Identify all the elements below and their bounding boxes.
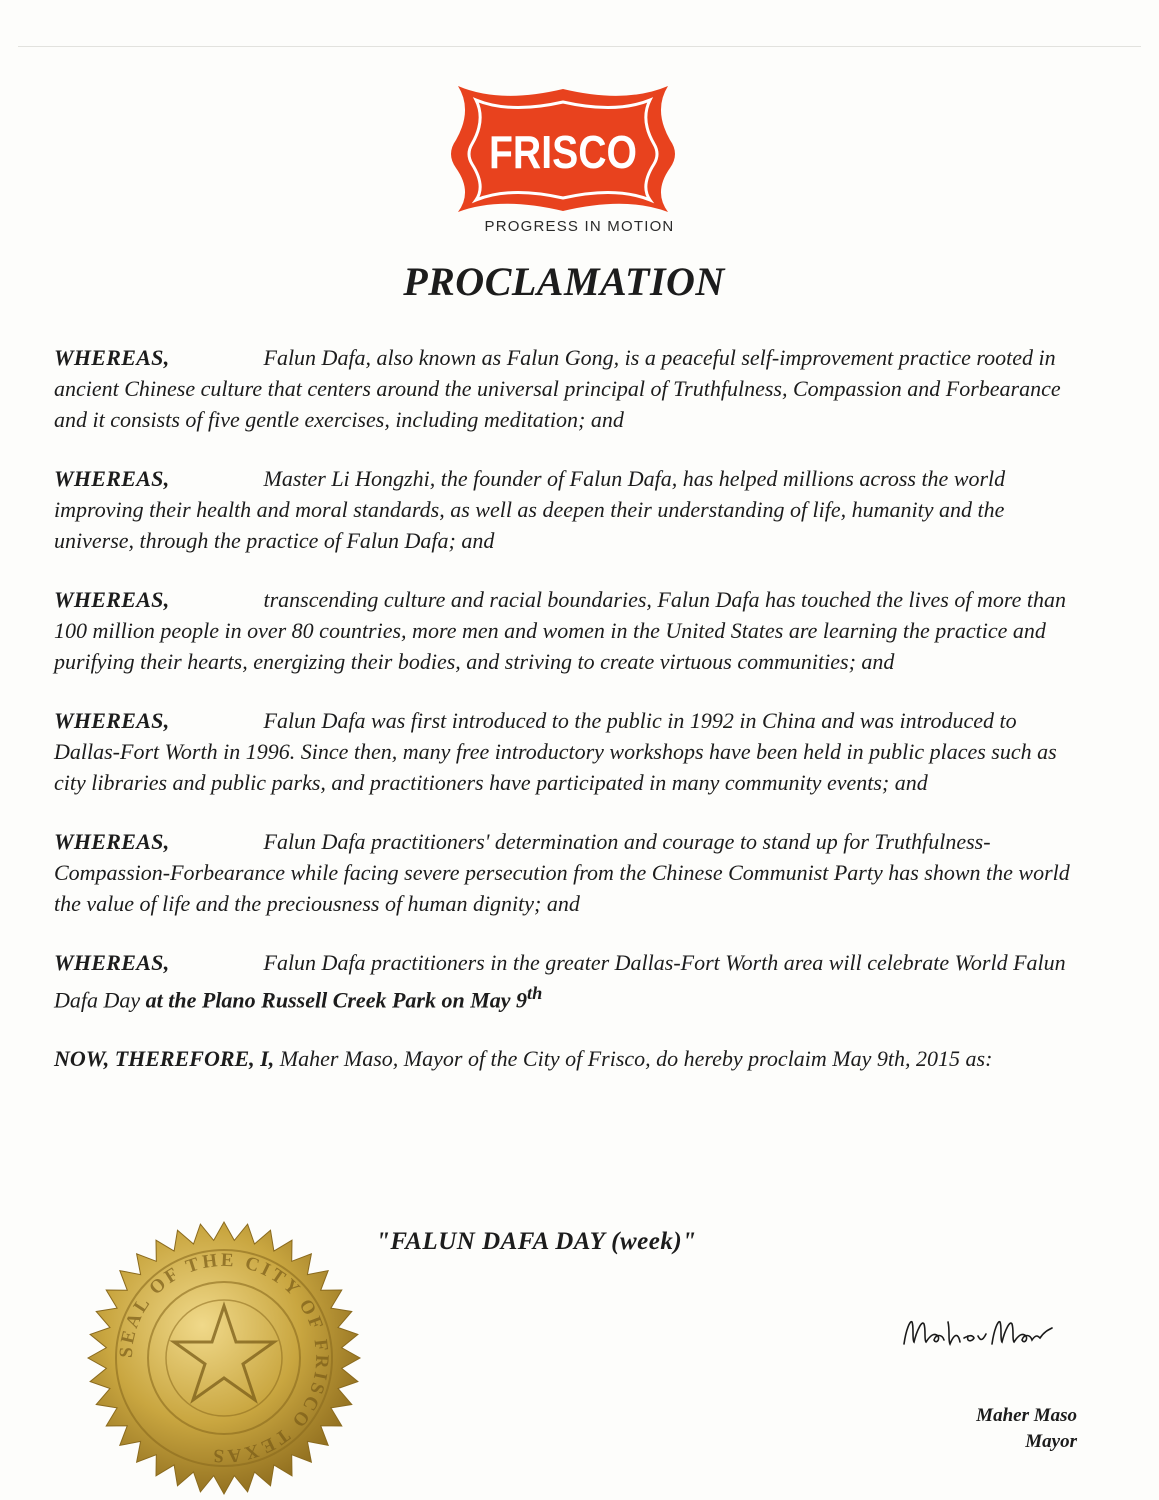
whereas-lead: WHEREAS, xyxy=(54,829,170,854)
whereas-lead: WHEREAS, xyxy=(54,587,170,612)
logo-tagline: PROGRESS IN MOTION xyxy=(484,218,675,235)
proclaimed-day: "FALUN DAFA DAY (week)" xyxy=(376,1228,697,1255)
whereas-paragraph xyxy=(54,463,1084,556)
whereas-paragraph xyxy=(54,342,1084,435)
whereas-lead: WHEREAS, xyxy=(54,466,170,491)
mayor-title: Mayor xyxy=(1025,1431,1077,1452)
whereas-text: Falun Dafa was first introduced to the public in 1992 in China and was introduced to Dallas-Fort Worth in 1996. Since then, many free introductory workshops have been held in public places such as city libraries and public parks, and practitioners have participated in many community events; and xyxy=(54,708,1057,795)
whereas-text: transcending culture and racial boundaries, Falun Dafa has touched the lives of more than 100 million people in over 80 countries, more men and women in the United States are learning the practice and purifying their hearts, energizing their bodies, and striving to create virtuous communities; and xyxy=(54,587,1066,674)
page-top-edge xyxy=(18,46,1141,47)
whereas-text: Master Li Hongzhi, the founder of Falun Dafa, has helped millions across the world improving their health and moral standards, as well as deepen their understanding of life, humanity and the universe, through the practice of Falun Dafa; and xyxy=(54,466,1006,553)
date-superscript: th xyxy=(527,983,543,1003)
frisco-logo xyxy=(438,80,688,220)
whereas-paragraph xyxy=(54,947,1084,1015)
now-therefore-paragraph xyxy=(54,1043,1084,1074)
whereas-paragraph xyxy=(54,705,1084,798)
mayor-signature xyxy=(896,1300,1056,1360)
city-seal-image xyxy=(86,1220,362,1496)
whereas-text: Falun Dafa, also known as Falun Gong, is a peaceful self-improvement practice rooted in ancient Chinese culture that centers around the universal principal of Truthfulness, Compassion and Forbearance and it consists of five gentle exercises, including meditation; and xyxy=(54,345,1061,432)
whereas-lead: WHEREAS, xyxy=(54,708,170,733)
event-location: at the Plano Russell Creek Park on May 9 xyxy=(145,987,528,1013)
whereas-paragraph xyxy=(54,584,1084,677)
whereas-text: Falun Dafa practitioners in the greater Dallas-Fort Worth area will celebrate World Falun Dafa Day xyxy=(54,950,1066,1013)
whereas-lead: WHEREAS, xyxy=(54,950,170,975)
seal-lettering: SEAL OF THE CITY OF FRISCO TEXAS xyxy=(115,1249,333,1467)
now-therefore-text: Maher Maso, Mayor of the City of Frisco, do hereby proclaim May 9th, 2015 as: xyxy=(279,1046,993,1072)
whereas-text: Falun Dafa practitioners' determination and courage to stand up for Truthfulness-Compassion-Forbearance while facing severe persecution from the Chinese Communist Party has shown the world the value of life and the preciousness of human dignity; and xyxy=(54,829,1070,916)
whereas-paragraph xyxy=(54,826,1084,919)
logo-wordmark: FRISCO xyxy=(489,126,637,178)
now-therefore-lead: NOW, THEREFORE, I, xyxy=(54,1046,275,1072)
page-title: PROCLAMATION xyxy=(403,259,725,304)
mayor-name: Maher Maso xyxy=(976,1405,1077,1426)
whereas-lead: WHEREAS, xyxy=(54,345,170,370)
proclamation-body xyxy=(54,342,1084,1102)
